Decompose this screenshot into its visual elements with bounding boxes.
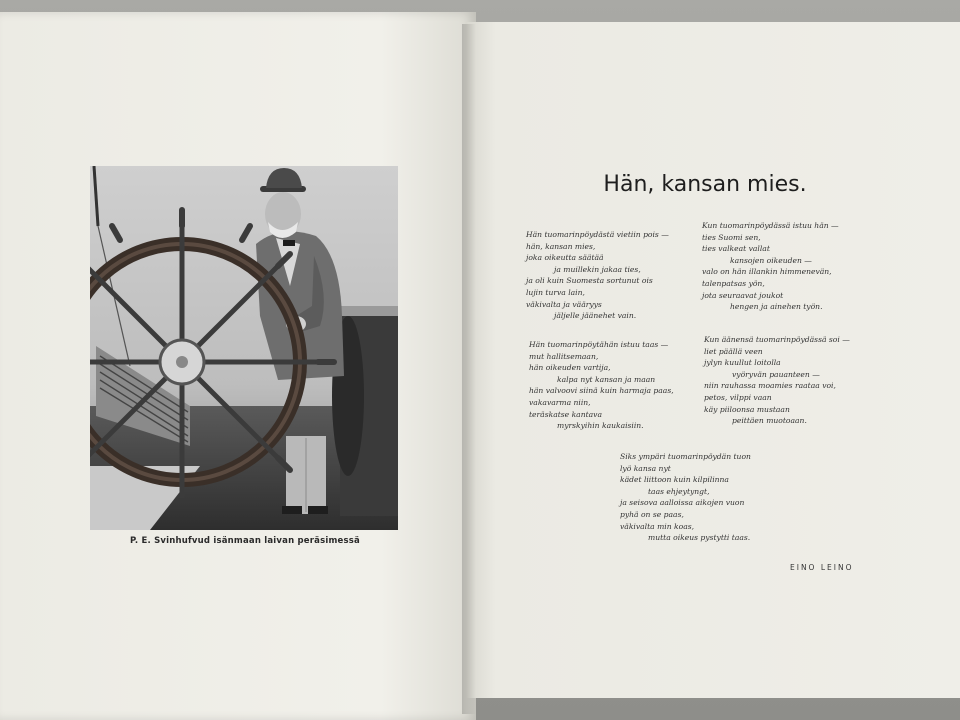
man-at-ship-wheel-photo	[90, 166, 398, 530]
poem-title: Hän, kansan mies.	[603, 172, 807, 197]
poem-line: väkivalta ja vääryys	[526, 299, 602, 309]
poem-line: Hän tuomarinpöytähän istuu taas —	[529, 340, 669, 349]
poem-line: peittäen muotoaan.	[732, 416, 807, 426]
poem-line: väkivalta min koas,	[620, 521, 695, 531]
poem-line: ties Suomi sen,	[702, 232, 761, 242]
poem-line: hengen ja ainehen työn.	[730, 302, 823, 312]
poem-line: lujin turva lain,	[526, 287, 585, 297]
book-gutter	[462, 24, 476, 714]
poem-line: ties valkeat vallat	[702, 244, 770, 254]
poem-line: Kun tuomarinpöydässä istuu hän —	[702, 221, 839, 230]
poem-line: jäljelle jäänehet vain.	[554, 311, 637, 321]
poem-line: jota seuraavat joukot	[702, 290, 784, 300]
poem-line: kädet liittoon kuin kilpilinna	[620, 475, 729, 485]
poem-line: vakavarma niin,	[529, 397, 591, 407]
poem-line: mutta oikeus pystytti taas.	[648, 533, 751, 543]
poem-line: vyöryvän pauanteen —	[732, 369, 820, 379]
poem-line: valo on hän illankin himmenevän,	[702, 267, 832, 277]
poem-line: taas ehjeytyngt,	[648, 486, 710, 496]
poem-line: jylyn kuullut loitolla	[704, 358, 781, 368]
poem-line: hän oikeuden vartija,	[529, 363, 611, 373]
poem-line: petos, vilppi vaan	[704, 392, 772, 402]
poem-line: ja muillekin jakaa ties,	[554, 264, 641, 274]
poem-line: hän, kansan mies,	[526, 241, 596, 251]
poem-line: ja oli kuin Suomesta sortunut ois	[526, 276, 653, 286]
poem-line: mut hallitsemaan,	[529, 351, 599, 361]
poem-line: liet päällä veen	[704, 346, 763, 356]
photo-caption: P. E. Svinhufvud isänmaan laivan peräsimessä	[130, 536, 360, 546]
poem-stanza-5	[620, 451, 751, 544]
poem-line: hän valvoovi siinä kuin harmaja paas,	[529, 386, 674, 396]
poem-line: Kun äänensä tuomarinpöydässä soi —	[704, 335, 850, 344]
poem-line: Siks ympäri tuomarinpöydän tuon	[620, 452, 751, 461]
poem-line: kalpa nyt kansan ja maan	[557, 374, 656, 384]
photo-illustration	[90, 166, 398, 530]
poem-line: talenpatsas yön,	[702, 278, 765, 288]
poem-stanza-4	[704, 334, 850, 427]
poem-line: ja seisova aalloissa aikojen vuon	[620, 498, 745, 508]
poem-line: teräskatse kantava	[529, 409, 603, 419]
poem-line: lyö kansa nyt	[620, 463, 671, 473]
poem-stanza-1	[526, 229, 669, 322]
poem-line: Hän tuomarinpöydästä vietiin pois —	[526, 230, 669, 239]
poem-line: käy piiloonsa mustaan	[704, 404, 790, 414]
poem-stanza-3	[529, 339, 674, 432]
poem-line: pyhä on se paas,	[620, 509, 684, 519]
poem-line: niin rauhassa moamies raataa voi,	[704, 381, 836, 391]
poem-line: kansojen oikeuden —	[730, 255, 812, 265]
author-signature: EINO LEINO	[790, 563, 854, 572]
poem-line: myrskyihin kaukaisiin.	[557, 421, 644, 431]
poem-stanza-2	[702, 220, 839, 313]
poem-line: joka oikeutta säätää	[526, 253, 604, 263]
